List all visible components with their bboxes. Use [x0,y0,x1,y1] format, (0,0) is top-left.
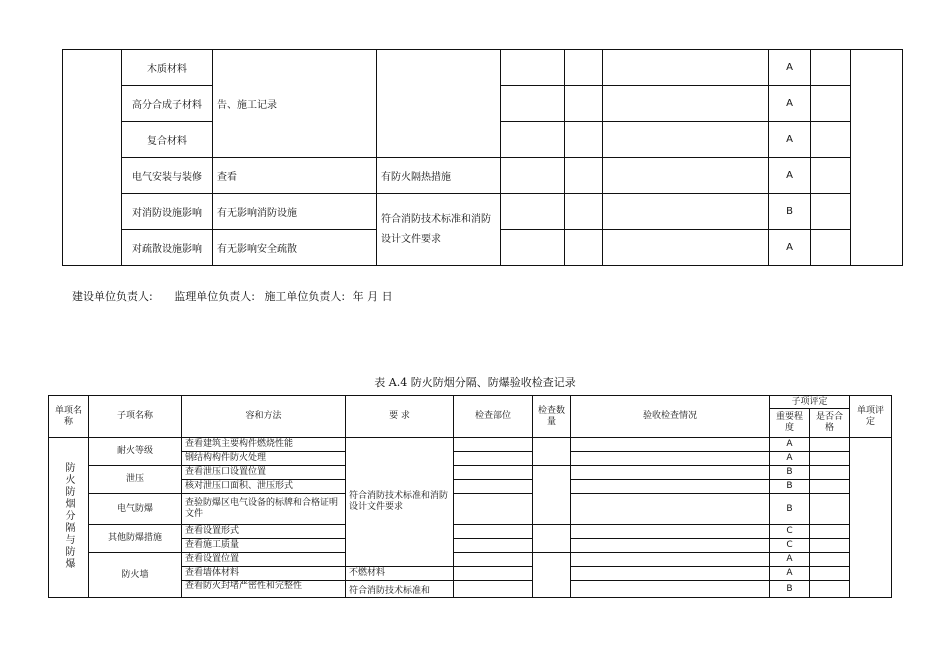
method-cell: 查验防爆区电气设备的标牌和合格证明文件 [182,494,346,525]
table-row [63,194,903,230]
header-qualified: 是否合格 [810,409,850,438]
method-cell: 查看建筑主要构件燃烧性能 [182,438,346,452]
grade-cell: A [769,122,811,158]
grade-cell: A [770,567,810,581]
requirement-cell: 有防火隔热措施 [377,158,501,194]
header-importance: 重要程度 [770,409,810,438]
method-cell: 查看施工质量 [182,539,346,553]
grade-cell: C [770,539,810,553]
unit-eval-cell [851,50,903,266]
grade-cell: A [769,86,811,122]
signature-line [72,288,411,304]
owner-signature-label: 建设单位负责人: [72,290,153,303]
method-cell: 有无影响安全疏散 [213,230,377,266]
header-location: 检查部位 [454,396,533,438]
table-row [49,494,892,525]
unit-eval-cell [850,438,892,598]
grade-cell: B [770,466,810,480]
method-cell: 查看泄压口设置位置 [182,466,346,480]
header-sub-eval: 子项评定 [770,396,850,409]
method-cell: 有无影响消防设施 [213,194,377,230]
group-耐火等级: 耐火等级 [89,438,182,466]
table-row [63,158,903,194]
table-row [63,50,903,86]
table-caption: 表 A.4 防火防烟分隔、防爆验收检查记录 [374,376,576,389]
header-method: 容和方法 [182,396,346,438]
header-requirement: 要 求 [346,396,454,438]
table-row [49,466,892,480]
grade-cell: B [769,194,811,230]
method-cell: 查看防火封堵严密性和完整性 [182,581,346,598]
grade-cell: A [769,230,811,266]
header-situation: 验收检查情况 [571,396,770,438]
header-row [49,396,892,409]
item-name: 对疏散设施影响 [122,230,213,266]
grade-cell: A [770,438,810,452]
method-cell: 查看设置位置 [182,553,346,567]
header-sub-name: 子项名称 [89,396,182,438]
item-name: 复合材料 [122,122,213,158]
requirement-cell: 符合消防技术标准和消防设计文件要求 [377,194,501,266]
item-name: 高分合成子材料 [122,86,213,122]
grade-cell: B [770,494,810,525]
category-cell [49,438,89,598]
category-label: 防火防烟分隔与防爆 [63,461,74,570]
method-cell: 告、施工记录 [213,50,377,158]
fire-explosion-acceptance-table [48,395,892,598]
table-row [49,438,892,452]
item-name: 对消防设施影响 [122,194,213,230]
group-其他防爆措施: 其他防爆措施 [89,525,182,553]
fire-separation-continued-table [62,49,903,266]
requirement-cell: 符合消防技术标准和 [346,581,454,598]
method-cell: 钢结构构件防火处理 [182,452,346,466]
unit-name-cell [63,50,122,266]
grade-cell: A [770,452,810,466]
header-unit-name: 单项名称 [49,396,89,438]
date-label: 年 月 日 [352,290,393,303]
table-row [49,525,892,539]
supervisor-signature-label: 监理单位负责人: [174,290,255,303]
grade-cell: B [770,480,810,494]
group-防火墙: 防火墙 [89,553,182,598]
requirement-cell: 符合消防技术标准和消防设计文件要求 [346,438,454,567]
grade-cell: B [770,581,810,598]
grade-cell: A [769,158,811,194]
contractor-signature-label: 施工单位负责人: [264,290,346,303]
item-name: 木质材料 [122,50,213,86]
method-cell: 查看 [213,158,377,194]
header-quantity: 检查数量 [533,396,571,438]
method-cell: 查看墙体材料 [182,567,346,581]
header-unit-eval: 单项评定 [850,396,892,438]
method-cell: 核对泄压口面积、泄压形式 [182,480,346,494]
requirement-cell: 不燃材料 [346,567,454,581]
group-电气防爆: 电气防爆 [89,494,182,525]
grade-cell: A [769,50,811,86]
grade-cell: A [770,553,810,567]
requirement-cell [377,50,501,158]
method-cell: 查看设置形式 [182,525,346,539]
table-row [49,553,892,567]
group-泄压: 泄压 [89,466,182,494]
grade-cell: C [770,525,810,539]
item-name: 电气安装与装修 [122,158,213,194]
